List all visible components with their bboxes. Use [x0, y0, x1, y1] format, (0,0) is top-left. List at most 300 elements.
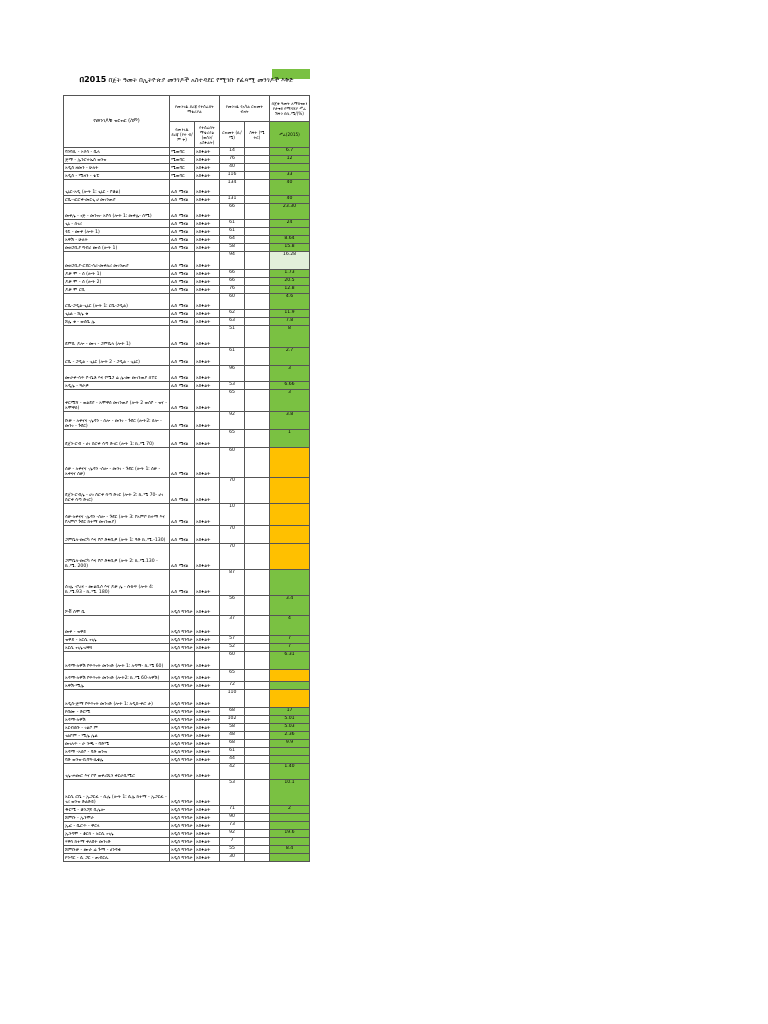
- plan-value-cell: [270, 478, 310, 504]
- length-cell: 76: [220, 156, 245, 164]
- table-row: [64, 724, 310, 732]
- title-text: በጀት ዓመት በኢትዮጵያ መንገዶች አስተዳደር የሚገቡ የፈጻሚ መንገዶች እቅድ: [106, 76, 294, 84]
- material-cell: አስፋልት: [195, 326, 220, 348]
- table-row: [64, 220, 310, 228]
- plan-value-cell: 20.5: [270, 278, 310, 286]
- plan-value-cell: 6.31: [270, 652, 310, 670]
- table-row: [64, 708, 310, 716]
- roads-table: [63, 95, 310, 862]
- length-cell: 14: [220, 148, 245, 156]
- plan-value-cell: 7.8: [270, 318, 310, 326]
- material-cell: አስፋልት: [195, 430, 220, 448]
- material-cell: አስፋልት: [195, 278, 220, 286]
- road-name-cell: መዘጋቢያ ግብሪ ሙሰ (ሎት 1): [64, 244, 170, 252]
- plan-value-cell: 7: [270, 644, 310, 652]
- length-cell: 102: [220, 716, 245, 724]
- road-type-cell: ሊስ ሚናል: [170, 448, 195, 478]
- road-name-cell: አዲስ - ሚዛን - ቴፒ: [64, 172, 170, 180]
- road-name-cell: አርብሰቡ - ገልቦ ም: [64, 724, 170, 732]
- plan-value-cell: [270, 822, 310, 830]
- title-year: በ2015: [79, 75, 107, 84]
- width-cell: [245, 636, 270, 644]
- table-row: [64, 764, 310, 780]
- table-row: [64, 244, 310, 252]
- plan-value-cell: 6.7: [270, 148, 310, 156]
- table-row: [64, 430, 310, 448]
- road-type-cell: አዲስ ግንባታ: [170, 716, 195, 724]
- table-row: [64, 390, 310, 412]
- length-cell: 30: [220, 854, 245, 862]
- road-type-cell: አዲስ ግንባታ: [170, 740, 195, 748]
- material-cell: አስፋልት: [195, 180, 220, 196]
- road-type-cell: ሊስ ሚናል: [170, 544, 195, 570]
- width-cell: [245, 278, 270, 286]
- width-cell: [245, 244, 270, 252]
- length-cell: 52: [220, 644, 245, 652]
- material-cell: አስፋልት: [195, 708, 220, 716]
- road-name-cell: ሰገሌ -ቦረና - ሙልቢሶ እና ዶቃ ሌ - ሱኩፍ (ሎት 4፡ ኪ.ሜ.93 - ኪ.ሜ. 180): [64, 570, 170, 596]
- width-cell: [245, 270, 270, 278]
- table-row: [64, 748, 310, 756]
- road-type-cell: አዲስ ግንባታ: [170, 636, 195, 644]
- length-cell: 61: [220, 748, 245, 756]
- material-cell: አስፋልት: [195, 814, 220, 822]
- table-row: [64, 278, 310, 286]
- width-cell: [245, 310, 270, 318]
- width-cell: [245, 724, 270, 732]
- length-cell: 62: [220, 310, 245, 318]
- length-cell: 58: [220, 724, 245, 732]
- length-cell: 71: [220, 806, 245, 814]
- road-name-cell: ሸምቡ - ኢንሞራ: [64, 814, 170, 822]
- plan-value-cell: 4.6: [270, 294, 310, 310]
- road-type-cell: ሊስ ሚናል: [170, 270, 195, 278]
- width-cell: [245, 748, 270, 756]
- length-cell: 66: [220, 270, 245, 278]
- plan-value-cell: 40: [270, 180, 310, 196]
- length-cell: 87: [220, 570, 245, 596]
- road-type-cell: ሊስ ሚናል: [170, 228, 195, 236]
- road-name-cell: ጊኒር-አዲ (ሎት 1፡ ጊኒር - ቦቆል): [64, 180, 170, 196]
- table-row: [64, 196, 310, 204]
- table-row: [64, 294, 310, 310]
- material-cell: አስፋልት: [195, 846, 220, 854]
- road-name-cell: ኮንዳር - ሲ ጋር - ጠብርሊ: [64, 854, 170, 862]
- width-cell: [245, 764, 270, 780]
- material-cell: አስፋልት: [195, 236, 220, 244]
- plan-value-cell: [270, 838, 310, 846]
- material-cell: አስፋልት: [195, 838, 220, 846]
- plan-value-cell: 11.9: [270, 310, 310, 318]
- road-type-cell: ሜጠባር: [170, 164, 195, 172]
- plan-value-cell: [270, 526, 310, 544]
- road-type-cell: ሊስ ሚናል: [170, 318, 195, 326]
- width-cell: [245, 148, 270, 156]
- header-row-1: [64, 96, 310, 122]
- plan-value-cell: 1.73: [270, 270, 310, 278]
- plan-value-cell: [270, 814, 310, 822]
- plan-value-cell: [270, 670, 310, 682]
- road-type-cell: ሜጠባር: [170, 148, 195, 156]
- plan-value-cell: [270, 756, 310, 764]
- width-cell: [245, 412, 270, 430]
- road-type-cell: አዲስ ግንባታ: [170, 764, 195, 780]
- road-name-cell: አዳማ-አዋሽ የፍጥነት መንገድ (ሎት 1፡ አዳማ- ኪ.ሜ 60): [64, 652, 170, 670]
- length-cell: 65: [220, 430, 245, 448]
- plan-value-cell: 5.01: [270, 716, 310, 724]
- length-cell: 92: [220, 412, 245, 430]
- plan-value-cell: [270, 748, 310, 756]
- road-name-cell: ሸምቡቃ - ሙራ ሬ ጉማ - ሀንዳቁ: [64, 846, 170, 854]
- length-cell: 60: [220, 652, 245, 670]
- road-name-cell: ደጀን-ሮብ - ሀገ ስሮቀ ሳጣ ድገር (ሎት 1፡ ኪ.ሜ 70): [64, 430, 170, 448]
- sheet-title: [63, 76, 310, 84]
- road-type-cell: አዲስ ግንባታ: [170, 854, 195, 862]
- width-cell: [245, 732, 270, 740]
- plan-value-cell: 7: [270, 636, 310, 644]
- road-name-cell: ኮበሙ - ድርሚ: [64, 708, 170, 716]
- material-cell: አስፋልት: [195, 448, 220, 478]
- length-cell: 72: [220, 682, 245, 690]
- table-row: [64, 504, 310, 526]
- width-cell: [245, 544, 270, 570]
- road-name-cell: ደጀን-ሮብሌ - ሀገ ስሮቀ ሳጣ ድገር (ሎት 2፡ ኪ.ሜ 70- ሀገ ስሮቀ ሳጣ ድገር): [64, 478, 170, 504]
- width-cell: [245, 318, 270, 326]
- road-name-cell: አርሲ ሮቤ - ኢጋርፈ - ሲሌ (ሎት 1፡ ሲሌ ከተማ - ኢጋርፈ - ገሪ ወንዝ ድልድይ): [64, 780, 170, 806]
- road-type-cell: ሜጠባር: [170, 156, 195, 164]
- header-width: ስፋት (ሜ ትር): [245, 122, 270, 148]
- road-type-cell: ሊስ ሚናል: [170, 236, 195, 244]
- material-cell: አስፋልት: [195, 570, 220, 596]
- road-name-cell: ሳቃ-አቀናና -ሌዳን -ሰሎ - ጉደር (ሎት 3፡ የአምቦ ከተማ እና የአምቦ ጉደር ከተማ መገንጠያ): [64, 504, 170, 526]
- road-type-cell: ሊስ ሚናል: [170, 244, 195, 252]
- road-name-cell: አዳማ-አዋሽ የፍጥነት መንገድ (ሎት2፡ ኪ.ሜ 60-አዋሽ): [64, 670, 170, 682]
- length-cell: 37: [220, 616, 245, 636]
- road-name-cell: ኢፎ - ቤሮጥ - ዋርላ: [64, 822, 170, 830]
- width-cell: [245, 172, 270, 180]
- width-cell: [245, 204, 270, 220]
- width-cell: [245, 806, 270, 814]
- material-cell: አስፋልት: [195, 220, 220, 228]
- table-row: [64, 838, 310, 846]
- road-name-cell: ሮቤ-ገርሮቀ-መርጊ ሀ መገንጠያ: [64, 196, 170, 204]
- table-row: [64, 806, 310, 814]
- material-cell: አስፋልት: [195, 806, 220, 814]
- road-name-cell: ጎዴ - ሙቀ (ሎት 1): [64, 228, 170, 236]
- road-type-cell: አዲስ ግንባታ: [170, 756, 195, 764]
- width-cell: [245, 670, 270, 682]
- road-type-cell: ሊስ ሚናል: [170, 412, 195, 430]
- road-type-cell: ሊስ ሚናል: [170, 526, 195, 544]
- table-row: [64, 382, 310, 390]
- plan-value-cell: [270, 570, 310, 596]
- road-type-cell: ሊስ ሚናል: [170, 310, 195, 318]
- material-cell: አስፋልት: [195, 830, 220, 838]
- table-row: [64, 366, 310, 382]
- material-cell: አስፋልት: [195, 348, 220, 366]
- material-cell: አስፋልት: [195, 504, 220, 526]
- table-row: [64, 830, 310, 838]
- length-cell: 68: [220, 740, 245, 748]
- table-row: [64, 716, 310, 724]
- width-cell: [245, 780, 270, 806]
- length-cell: 56: [220, 596, 245, 616]
- length-cell: 65: [220, 390, 245, 412]
- spreadsheet: [63, 68, 310, 862]
- road-name-cell: ዶቃ ሞ - ሰ (ሎት 2): [64, 278, 170, 286]
- plan-value-cell: 16.28: [270, 252, 310, 270]
- material-cell: አስፋልት: [195, 478, 220, 504]
- width-cell: [245, 348, 270, 366]
- plan-value-cell: [270, 544, 310, 570]
- road-name-cell: ደምቢ ዶሎ - ሙገ - ጋምቤላ (ሎት 1): [64, 326, 170, 348]
- material-cell: አስፋልት: [195, 172, 220, 180]
- plan-value-cell: 40: [270, 196, 310, 204]
- width-cell: [245, 286, 270, 294]
- plan-value-cell: 15.8: [270, 244, 310, 252]
- road-type-cell: አዲስ ግንባታ: [170, 806, 195, 814]
- length-cell: 110: [220, 690, 245, 708]
- header-road-name: የመንገዶቹ ዝርዝር (ስም): [64, 96, 170, 148]
- table-row: [64, 412, 310, 430]
- width-cell: [245, 570, 270, 596]
- road-type-cell: አዲስ ግንባታ: [170, 652, 195, 670]
- road-type-cell: አዲስ ግንባታ: [170, 838, 195, 846]
- table-row: [64, 252, 310, 270]
- table-row: [64, 310, 310, 318]
- road-type-cell: አዲስ ግንባታ: [170, 690, 195, 708]
- road-name-cell: አዲሌ - ዓራዎ: [64, 382, 170, 390]
- road-name-cell: ባድ ወንዝ-ቢባዓ-ሴቄሌ: [64, 756, 170, 764]
- table-row: [64, 644, 310, 652]
- plan-value-cell: 3: [270, 390, 310, 412]
- length-cell: 53: [220, 382, 245, 390]
- plan-value-cell: 6.66: [270, 382, 310, 390]
- road-type-cell: አዲስ ግንባታ: [170, 724, 195, 732]
- road-name-cell: አዳማ-አዋሽ: [64, 716, 170, 724]
- width-cell: [245, 854, 270, 862]
- plan-value-cell: 8.64: [270, 236, 310, 244]
- road-type-cell: አዲስ ግንባታ: [170, 780, 195, 806]
- width-cell: [245, 228, 270, 236]
- material-cell: አስፋልት: [195, 318, 220, 326]
- material-cell: አስፋልት: [195, 596, 220, 616]
- length-cell: 57: [220, 636, 245, 644]
- material-cell: አስፋልት: [195, 764, 220, 780]
- length-cell: 60: [220, 448, 245, 478]
- road-type-cell: ሊስ ሚናል: [170, 478, 195, 504]
- road-name-cell: ጋምቤላ-መሮካ እና ቦቦ ድፋቢዎ (ሎት 2፡ ኪ.ሜ.130 - ኪ.ሜ. 200): [64, 544, 170, 570]
- plan-value-cell: 3: [270, 366, 310, 382]
- material-cell: አስፋልት: [195, 822, 220, 830]
- plan-value-cell: [270, 228, 310, 236]
- road-name-cell: መቀሌ - ነጅ - መንዝ- አቦሳ (ሎት 1፡ መቀሌ- ሰሚ): [64, 204, 170, 220]
- material-cell: አስፋልት: [195, 652, 220, 670]
- width-cell: [245, 644, 270, 652]
- road-name-cell: መዘጋቢያ-ሮደር-ሳሪ-መቀለሪ መገንጠያ: [64, 252, 170, 270]
- length-cell: 61: [220, 228, 245, 236]
- length-cell: 65: [220, 670, 245, 682]
- length-cell: 40: [220, 164, 245, 172]
- width-cell: [245, 690, 270, 708]
- road-type-cell: ሊስ ሚናል: [170, 286, 195, 294]
- length-cell: 70: [220, 544, 245, 570]
- material-cell: አስፋልት: [195, 294, 220, 310]
- table-row: [64, 670, 310, 682]
- length-cell: 94: [220, 252, 245, 270]
- width-cell: [245, 390, 270, 412]
- plan-value-cell: 3.4: [270, 596, 310, 616]
- plan-value-cell: 8.4: [270, 846, 310, 854]
- road-name-cell: ኢንዳሞ - ቆርሳ - አርሲ ነገሌ: [64, 830, 170, 838]
- road-name-cell: ዱርሜ - ቆንጋጆ ቢሌሎ: [64, 806, 170, 814]
- header-plan-2015: ሥራ(2015): [270, 122, 310, 148]
- road-name-cell: ቀርሚሻ - ወልደያ - አሞዋሰ መገንጠያ (ሎት 2 ወሰቦ - ዝና - አሞዋሰ): [64, 390, 170, 412]
- plan-value-cell: [270, 854, 310, 862]
- road-name-cell: አዋሽ-ሚሌ: [64, 682, 170, 690]
- material-cell: አስፋልት: [195, 716, 220, 724]
- road-name-cell: ሾቭ ሰሞ ቤ: [64, 596, 170, 616]
- width-cell: [245, 382, 270, 390]
- width-cell: [245, 616, 270, 636]
- table-row: [64, 732, 310, 740]
- width-cell: [245, 716, 270, 724]
- road-type-cell: ሊስ ሚናል: [170, 196, 195, 204]
- table-row: [64, 544, 310, 570]
- table-row: [64, 854, 310, 862]
- material-cell: አስፋልት: [195, 196, 220, 204]
- material-cell: አስፋልት: [195, 412, 220, 430]
- table-row: [64, 526, 310, 544]
- plan-value-cell: 19.6: [270, 830, 310, 838]
- header-group-type: የመንገዱ ደረጃ የተሰራበት ማቴሪያል: [170, 96, 220, 122]
- road-type-cell: ሊስ ሚናል: [170, 294, 195, 310]
- table-row: [64, 164, 310, 172]
- plan-value-cell: 17: [270, 708, 310, 716]
- road-name-cell: ሙራቀ-ሳጥ ቦ-ቤቶ እና የሜጋ ሬ ሌ-ሙ መገንጠያ ሰፐር: [64, 366, 170, 382]
- material-cell: አስፋልት: [195, 286, 220, 294]
- material-cell: አስፋልት: [195, 252, 220, 270]
- road-type-cell: ሊስ ሚናል: [170, 430, 195, 448]
- plan-value-cell: [270, 682, 310, 690]
- header-length: ርዝመት (ኪ/ሜ): [220, 122, 245, 148]
- material-cell: አስፋልት: [195, 390, 220, 412]
- road-name-cell: አዳማ -አሰቦ - ባድ ወንዝ: [64, 748, 170, 756]
- road-name-cell: ጊኒል - ሸሌ ቱ: [64, 310, 170, 318]
- material-cell: አስፋልት: [195, 382, 220, 390]
- width-cell: [245, 366, 270, 382]
- table-row: [64, 318, 310, 326]
- length-cell: 90: [220, 814, 245, 822]
- material-cell: አስፋልት: [195, 756, 220, 764]
- road-type-cell: ሊስ ሚናል: [170, 348, 195, 366]
- plan-value-cell: 33: [270, 172, 310, 180]
- header-material: የተሰራበት ማቴሪያል (ወሰን/አስፋልት): [195, 122, 220, 148]
- road-type-cell: ሊስ ሚናል: [170, 382, 195, 390]
- table-row: [64, 740, 310, 748]
- length-cell: 55: [220, 846, 245, 854]
- length-cell: 68: [220, 708, 245, 716]
- material-cell: አስፋልት: [195, 670, 220, 682]
- road-name-cell: አዋሽ - ሁለት: [64, 236, 170, 244]
- road-name-cell: ገልቦም - ሚሌ ሌል: [64, 732, 170, 740]
- road-name-cell: አርሲ ነገሌ-ሀዋሳ: [64, 644, 170, 652]
- table-row: [64, 682, 310, 690]
- road-type-cell: አዲስ ግንባታ: [170, 846, 195, 854]
- table-row: [64, 780, 310, 806]
- header-road-type: የመንገዱ ደረጃ (የተ ብ/ም ቅ): [170, 122, 195, 148]
- width-cell: [245, 740, 270, 748]
- length-cell: 61: [220, 220, 245, 228]
- length-cell: 70: [220, 478, 245, 504]
- table-row: [64, 822, 310, 830]
- length-cell: 64: [220, 236, 245, 244]
- table-row: [64, 690, 310, 708]
- road-type-cell: ሜጠባር: [170, 172, 195, 180]
- table-row: [64, 204, 310, 220]
- title-area: [63, 68, 310, 95]
- road-type-cell: አዲስ ግንባታ: [170, 596, 195, 616]
- road-name-cell: ቡቃ - አቀናና -ሌዳን - ሰሎ - መንገ - ጉደር (ሎት2፡ ሰሎ - መንገ - ጉደር): [64, 412, 170, 430]
- width-cell: [245, 708, 270, 716]
- table-row: [64, 148, 310, 156]
- plan-value-cell: [270, 164, 310, 172]
- road-name-cell: ሃዋሳ ከተማ ቀለበት መንገድ: [64, 838, 170, 846]
- road-type-cell: ሊስ ሚናል: [170, 180, 195, 196]
- material-cell: አስፋልት: [195, 690, 220, 708]
- width-cell: [245, 814, 270, 822]
- plan-value-cell: 2: [270, 806, 310, 814]
- road-type-cell: አዲስ ግንባታ: [170, 670, 195, 682]
- table-row: [64, 236, 310, 244]
- table-row: [64, 652, 310, 670]
- road-name-cell: ሮቤ-ጋዲል-ጊኒር (ሎት 1፡ ሮቤ-ጋዲል): [64, 294, 170, 310]
- header-group-plan: በጀቱ ዓመት ለማከናወን የታቀደ የማሻሻያ ሥራ ሽፋን በኪ.ሜ/(%): [270, 96, 310, 122]
- table-row: [64, 478, 310, 504]
- header-group-length: የመንገዱ የአካል ርዝመት ብዛት: [220, 96, 270, 122]
- material-cell: አስፋልት: [195, 740, 220, 748]
- plan-value-cell: 5.03: [270, 724, 310, 732]
- material-cell: አስፋልት: [195, 780, 220, 806]
- width-cell: [245, 236, 270, 244]
- road-type-cell: ሊስ ሚናል: [170, 366, 195, 382]
- road-name-cell: ዶቃ ሞ ሮቢ: [64, 286, 170, 294]
- material-cell: አስፋልት: [195, 148, 220, 156]
- width-cell: [245, 830, 270, 838]
- length-cell: 116: [220, 172, 245, 180]
- table-row: [64, 156, 310, 164]
- length-cell: 44: [220, 756, 245, 764]
- road-name-cell: ሸሌ ቱ - ወሰቤ ሌ: [64, 318, 170, 326]
- road-type-cell: ሊስ ሚናል: [170, 220, 195, 228]
- material-cell: አስፋልት: [195, 724, 220, 732]
- plan-value-cell: 1.40: [270, 764, 310, 780]
- material-cell: አስፋልት: [195, 366, 220, 382]
- plan-value-cell: 4: [270, 616, 310, 636]
- table-row: [64, 286, 310, 294]
- road-name-cell: ጊኒ - ሰገሪ: [64, 220, 170, 228]
- road-name-cell: ጋምቤላ-መሮካ እና ቦቦ ድፋቢዎ (ሎት 1፡ ዓድ ኪ.ሜ.-130): [64, 526, 170, 544]
- table-row: [64, 756, 310, 764]
- table-row: [64, 814, 310, 822]
- length-cell: 92: [220, 830, 245, 838]
- table-row: [64, 846, 310, 854]
- length-cell: 73: [220, 822, 245, 830]
- material-cell: አስፋልት: [195, 544, 220, 570]
- width-cell: [245, 478, 270, 504]
- material-cell: አስፋልት: [195, 732, 220, 740]
- table-row: [64, 348, 310, 366]
